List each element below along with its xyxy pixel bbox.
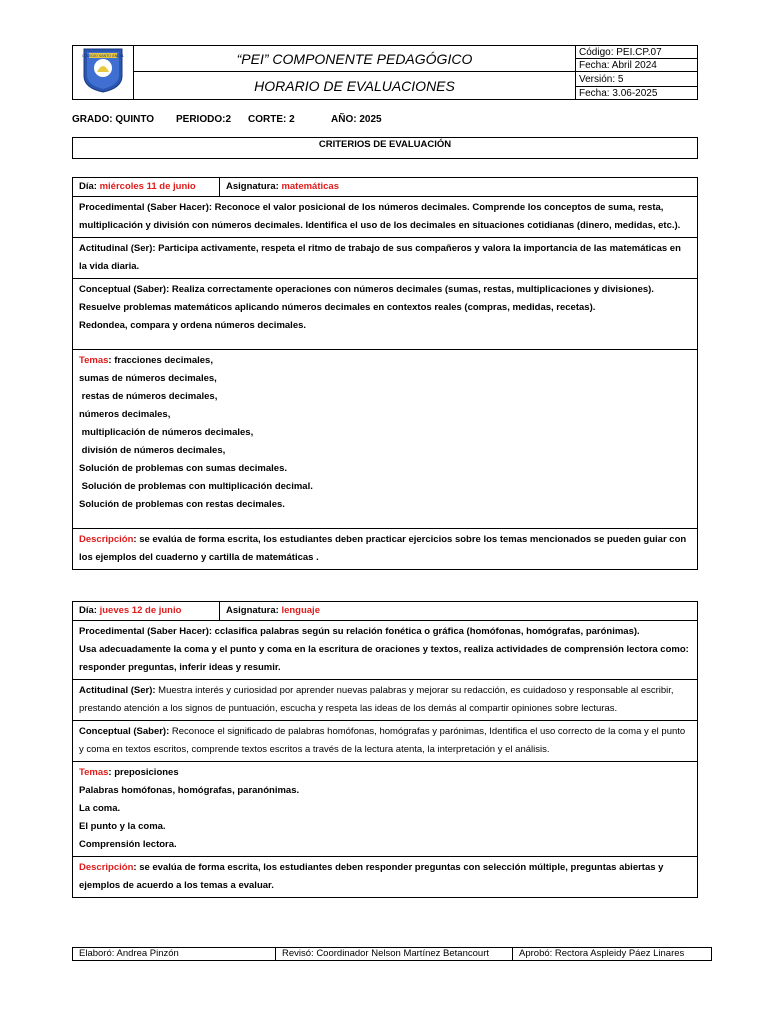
corte: CORTE: 2 — [248, 114, 295, 125]
actitudinal — [73, 680, 698, 721]
periodo: PERIODO:2 — [176, 114, 232, 125]
actitudinal: Actitudinal (Ser): Participa activamente, respeta el ritmo de trabajo de sus compañeros y valora la importancia de las matemáticas en la vida diaria. — [73, 238, 698, 279]
procedimental-line: Procedimental (Saber Hacer): cclasifica palabras según su relación fonética o gráfica (homófonas, homógrafas, parónimas). — [79, 626, 640, 637]
conceptual — [73, 279, 698, 350]
exam-block-math — [72, 177, 698, 570]
reviso: Revisó: Coordinador Nelson Martínez Betancourt — [276, 948, 513, 961]
codigo: Código: PEI.CP.07 — [576, 46, 698, 59]
signature-footer — [72, 947, 712, 961]
desc-text: : se evalúa de forma escrita, los estudiantes deben practicar ejercicios sobre los temas mencionados se pueden guiar con los ejemplos del cuaderno y cartilla de matemáticas . — [79, 534, 687, 563]
procedimental: Procedimental (Saber Hacer): Reconoce el valor posicional de los números decimales. Comprende los conceptos de suma, resta, multiplicación y división con números decimales. Identifica el uso de los decimales en situaciones cotidianas (dinero, medidas, etc.). — [73, 197, 698, 238]
actitudinal-text: Muestra interés y curiosidad por aprender nuevas palabras y mejorar su redacción, es cuidadoso y responsable al escribir, prestando atención a los signos de puntuación, escucha y respeta las ideas de los demás al compartir opiniones sobre lecturas. — [79, 685, 674, 714]
topic-item: Solución de problemas con sumas decimales. — [79, 463, 288, 474]
anio: AÑO: 2025 — [331, 114, 382, 125]
criteria-title: CRITERIOS DE EVALUACIÓN — [72, 137, 698, 159]
desc-label: Descripción — [79, 862, 134, 873]
topic-line — [79, 764, 691, 782]
exam-subject: matemáticas — [281, 181, 339, 192]
document-header — [72, 45, 698, 100]
fecha-version: Fecha: 3.06-2025 — [576, 87, 698, 100]
day-label: Día: — [79, 605, 97, 616]
topic-item: Solución de problemas con multiplicación decimal. — [79, 481, 313, 492]
exam-subject-cell — [220, 178, 698, 197]
temas — [73, 762, 698, 857]
topic-item: sumas de números decimales, — [79, 373, 217, 384]
desc-label: Descripción — [79, 534, 134, 545]
school-logo-icon — [81, 46, 125, 94]
topic-item: : fracciones decimales, — [108, 355, 213, 366]
conceptual-line: Redondea, compara y ordena números decimales. — [79, 320, 307, 331]
temas-label: Temas — [79, 767, 109, 778]
logo-cell — [73, 46, 134, 100]
topic-item: multiplicación de números decimales, — [79, 427, 254, 438]
temas-label: Temas — [79, 355, 109, 366]
topic-item: El punto y la coma. — [79, 821, 166, 832]
exam-block-language — [72, 601, 698, 898]
actitudinal-label: Actitudinal (Ser): — [79, 685, 156, 696]
version: Versión: 5 — [576, 72, 698, 87]
exam-subject: lenguaje — [281, 605, 320, 616]
conceptual-line: Resuelve problemas matemáticos aplicando números decimales en contextos reales (compras, medidas, recetas). — [79, 302, 596, 313]
descripcion — [73, 857, 698, 898]
topic-item: números decimales, — [79, 409, 171, 420]
aprobo: Aprobó: Rectora Aspleidy Páez Linares — [513, 948, 712, 961]
topic-item: división de números decimales, — [79, 445, 226, 456]
procedimental-line: Usa adecuadamente la coma y el punto y coma en la escritura de oraciones y textos, realiza actividades de comprensión lectora como: responder preguntas, inferir ideas y resumir. — [79, 644, 689, 673]
exam-day-cell — [73, 178, 220, 197]
topic-item: Comprensión lectora. — [79, 839, 177, 850]
conceptual-label: Conceptual (Saber): — [79, 726, 170, 737]
subject-label: Asignatura: — [226, 181, 279, 192]
exam-day: miércoles 11 de junio — [99, 181, 196, 192]
elaboro: Elaboró: Andrea Pinzón — [73, 948, 276, 961]
topic-item: restas de números decimales, — [79, 391, 218, 402]
subject-label: Asignatura: — [226, 605, 279, 616]
exam-day: jueves 12 de junio — [99, 605, 182, 616]
exam-subject-cell — [220, 602, 698, 621]
page-title: “PEI” COMPONENTE PEDAGÓGICO — [134, 46, 576, 72]
topic-line — [79, 352, 691, 370]
fecha: Fecha: Abril 2024 — [576, 59, 698, 72]
day-label: Día: — [79, 181, 97, 192]
topic-item: : preposiciones — [108, 767, 179, 778]
topic-item: Solución de problemas con restas decimales. — [79, 499, 285, 510]
grado: GRADO: QUINTO — [72, 114, 155, 125]
temas — [73, 350, 698, 529]
topic-item: La coma. — [79, 803, 121, 814]
conceptual-line: Conceptual (Saber): Realiza correctamente operaciones con números decimales (sumas, restas, multiplicaciones y divisiones). — [79, 284, 654, 295]
topic-item: Palabras homófonas, homógrafas, paranónimas. — [79, 785, 300, 796]
exam-day-cell — [73, 602, 220, 621]
page-subtitle: HORARIO DE EVALUACIONES — [134, 72, 576, 100]
logo-text: COLEGIO SANTO ÁNGEL — [81, 54, 125, 58]
procedimental — [73, 621, 698, 680]
desc-text: : se evalúa de forma escrita, los estudiantes deben responder preguntas con selección múltiple, preguntas abiertas y ejemplos de acuerdo a los temas a evaluar. — [79, 862, 664, 891]
conceptual — [73, 721, 698, 762]
conceptual-text: Reconoce el significado de palabras homófonas, homógrafas y parónimas, Identifica el uso correcto de la coma y el punto y coma en textos escritos, comprende textos escritos a través de la lectura atenta, la interpretación y el análisis. — [79, 726, 686, 755]
descripcion — [73, 529, 698, 570]
